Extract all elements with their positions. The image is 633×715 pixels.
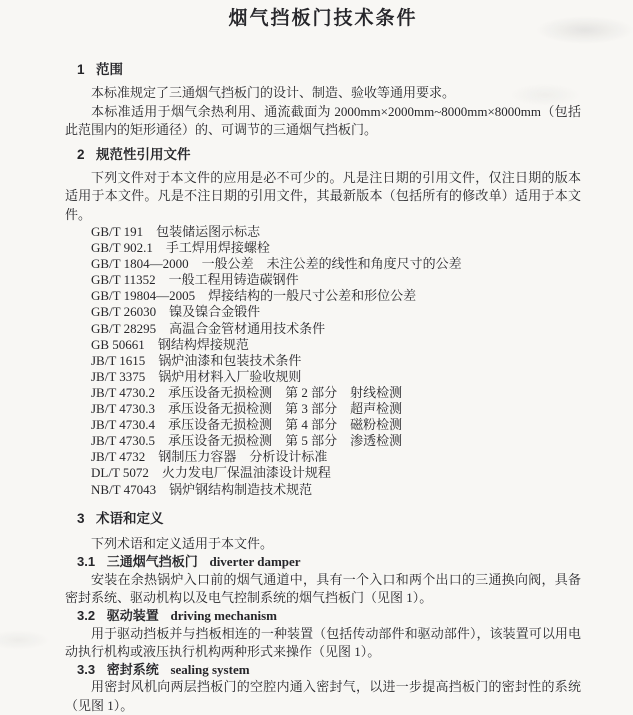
reference-title: 承压设备无损检测 第 2 部分 射线检测 [168, 384, 403, 400]
reference-item [65, 304, 581, 320]
reference-item [65, 224, 581, 240]
reference-item [65, 337, 581, 353]
reference-title: 焊接结构的一般尺寸公差和形位公差 [208, 288, 417, 304]
term-zh-label: 密封系统 [106, 661, 159, 677]
reference-title: 钢结构焊接规范 [157, 336, 249, 352]
reference-code: JB/T 4730.2 [91, 384, 156, 400]
term-en-label: diverter damper [209, 554, 301, 570]
term-definition: 安装在余热锅炉入口前的烟气通道中，具有一个入口和两个出口的三通换向阀，具备密封系统、驱动机构以及电气控制系统的烟气挡板门（见图 1）。 [65, 571, 581, 605]
term-en-label: sealing system [170, 661, 250, 677]
reference-item [65, 385, 581, 401]
reference-item [65, 288, 581, 304]
term-entry [65, 553, 581, 607]
reference-title: 高温合金管材通用技术条件 [169, 320, 326, 336]
reference-code: DL/T 5072 [91, 465, 149, 481]
terms-heading-text: 术语和定义 [95, 510, 164, 526]
reference-title: 承压设备无损检测 第 4 部分 磁粉检测 [168, 417, 403, 433]
reference-code: JB/T 3375 [91, 368, 146, 384]
reference-item [65, 401, 581, 417]
term-entry-heading [77, 607, 581, 625]
term-entry [65, 607, 581, 661]
terms-intro: 下列术语和定义适用于本文件。 [91, 535, 274, 551]
reference-title: 锅炉油漆和包装技术条件 [158, 352, 302, 368]
reference-item [65, 417, 581, 433]
scope-paragraph-2: 本标准适用于烟气余热利用、通流截面为 2000mm×2000mm~8000mm×8000mm（包括此范围内的矩形通径）的、可调节的三通烟气挡板门。 [65, 103, 581, 137]
reference-item [65, 240, 581, 256]
reference-code: GB/T 11352 [91, 272, 156, 288]
references-list [65, 224, 581, 498]
reference-title: 承压设备无损检测 第 5 部分 渗透检测 [168, 433, 403, 449]
reference-item [65, 482, 581, 498]
reference-title: 一般工程用铸造碳钢件 [168, 272, 299, 288]
reference-title: 镍及镍合金锻件 [169, 304, 261, 320]
reference-title: 钢制压力容器 分析设计标准 [158, 449, 328, 465]
reference-code: JB/T 1615 [91, 352, 146, 368]
reference-item [65, 321, 581, 337]
scope-paragraph-1: 本标准规定了三通烟气挡板门的设计、制造、验收等通用要求。 [91, 85, 456, 100]
reference-item [65, 353, 581, 369]
term-definition: 用于驱动挡板并与挡板相连的一种装置（包括传动部件和驱动部件），该装置可以用电动执行机构或液压执行机构两种形式来操作（见图 1）。 [65, 625, 581, 659]
section-references [65, 147, 581, 498]
term-definition: 用密封风机向两层挡板门的空腔内通入密封气，以进一步提高挡板门的密封性的系统（见图 1）。 [65, 679, 581, 713]
reference-code: JB/T 4730.5 [91, 433, 156, 449]
reference-item [65, 369, 581, 385]
reference-item [65, 272, 581, 288]
reference-code: GB/T 191 [91, 224, 144, 239]
term-entry [65, 661, 581, 715]
reference-item [65, 256, 581, 272]
reference-item [65, 433, 581, 449]
reference-title: 手工焊用焊接螺栓 [165, 240, 270, 256]
reference-title: 锅炉钢结构制造技术规范 [169, 481, 313, 497]
term-entry-heading [77, 661, 581, 679]
reference-code: GB/T 902.1 [91, 240, 153, 256]
reference-code: GB/T 26030 [91, 304, 157, 320]
reference-title: 火力发电厂保温油漆设计规程 [161, 465, 331, 481]
term-number: 3.1 [77, 554, 96, 570]
scope-heading-number: 1 [77, 62, 85, 77]
references-intro: 下列文件对于本文件的应用是必不可少的。凡是注日期的引用文件，仅注日期的版本适用于本文件。凡是不注日期的引用文件，其最新版本（包括所有的修改单）适用于本文件。 [65, 169, 581, 222]
scope-heading [77, 62, 581, 78]
reference-code: GB/T 1804—2000 [91, 256, 189, 272]
reference-title: 一般公差 未注公差的线性和角度尺寸的公差 [201, 256, 462, 272]
reference-title: 承压设备无损检测 第 3 部分 超声检测 [168, 401, 403, 417]
section-scope [65, 62, 581, 140]
reference-code: NB/T 47043 [91, 481, 157, 497]
term-zh-label: 驱动装置 [106, 608, 159, 623]
scope-heading-text: 范围 [95, 62, 123, 77]
term-zh-label: 三通烟气挡板门 [106, 554, 198, 570]
reference-code: GB/T 28295 [91, 320, 157, 336]
reference-title: 锅炉用材料入厂验收规则 [158, 368, 302, 384]
reference-item [65, 449, 581, 465]
term-number: 3.2 [77, 608, 96, 623]
reference-code: JB/T 4730.4 [91, 417, 156, 433]
terms-heading-number: 3 [77, 510, 85, 526]
document-title: 烟气挡板门技术条件 [228, 8, 418, 29]
references-heading-text: 规范性引用文件 [95, 146, 191, 162]
references-heading [77, 147, 581, 163]
reference-code: JB/T 4732 [91, 449, 146, 465]
references-heading-number: 2 [77, 146, 85, 162]
term-en-label: driving mechanism [170, 608, 278, 623]
reference-code: JB/T 4730.3 [91, 401, 156, 417]
reference-code: GB/T 19804—2005 [91, 288, 196, 304]
term-number: 3.3 [77, 661, 96, 677]
section-terms [65, 511, 581, 715]
reference-item [65, 465, 581, 481]
reference-title: 包装储运图示标志 [156, 224, 261, 239]
term-entry-heading [77, 553, 581, 571]
terms-heading [77, 511, 581, 527]
reference-code: GB 50661 [91, 336, 145, 352]
